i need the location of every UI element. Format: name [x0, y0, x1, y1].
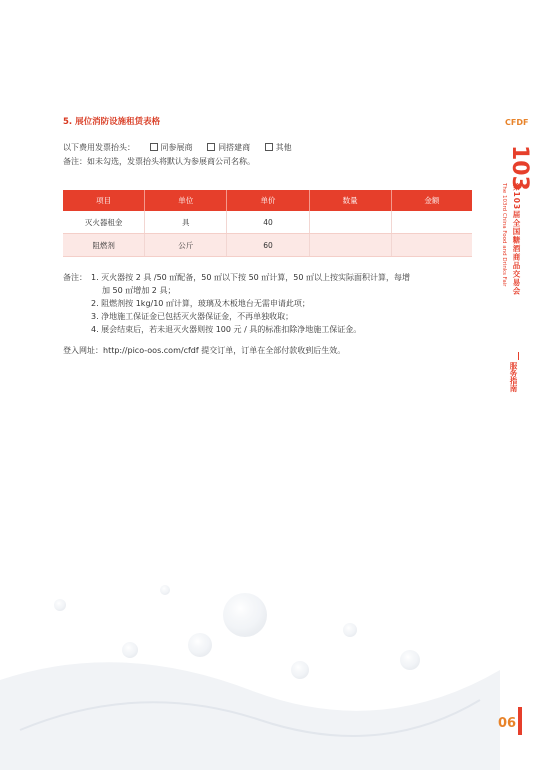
checkbox[interactable] [150, 143, 158, 151]
col-qty: 数量 [309, 190, 391, 211]
fair-title-en: The 103rd China Food and Drinks Fair [501, 183, 507, 287]
decorative-bubbles [0, 530, 500, 770]
cell-item: 灭火器租金 [63, 211, 145, 234]
cell-qty[interactable] [309, 234, 391, 257]
page-number: 06 [498, 716, 517, 731]
invoice-prompt: 以下费用发票抬头： [63, 143, 135, 152]
page-accent-bar [518, 707, 522, 735]
cell-price: 40 [227, 211, 309, 234]
login-instructions: 登入网址：http://pico-oos.com/cfdf 提交订单，订单在全部付款收到后生效。 [63, 346, 346, 355]
col-price: 单价 [227, 190, 309, 211]
option-other[interactable]: 其他 [265, 143, 292, 152]
cell-price: 60 [227, 234, 309, 257]
remark-item: 4. 展会结束后，若未退灭火器则按 100 元 / 具的标准扣除净地施工保证金。 [91, 325, 362, 334]
remark-item: 2. 阻燃剂按 1kg/10 ㎡计算，玻璃及木板地台无需申请此项； [91, 299, 310, 308]
checkbox[interactable] [265, 143, 273, 151]
fees-table [63, 190, 472, 257]
cell-unit: 公斤 [145, 234, 227, 257]
invoice-note: 备注：如未勾选，发票抬头将默认为参展商公司名称。 [63, 157, 255, 166]
remark-item: 1. 灭火器按 2 具 /50 ㎡配备，50 ㎡以下按 50 ㎡计算，50 ㎡以上按实际面积计算，每增 [91, 273, 411, 282]
section-title: 5. 展位消防设施租赁表格 [63, 117, 161, 127]
cell-item: 阻燃剂 [63, 234, 145, 257]
col-item: 项目 [63, 190, 145, 211]
cell-amount[interactable] [391, 234, 472, 257]
remark-item-continued: 加 50 ㎡增加 2 具； [102, 286, 176, 295]
remarks-list [91, 271, 473, 336]
service-guide-label: 服务指南 [509, 362, 518, 392]
cell-amount[interactable] [391, 211, 472, 234]
remark-item: 3. 净地施工保证金已包括灭火器保证金，不再单独收取； [91, 312, 294, 321]
checkbox[interactable] [207, 143, 215, 151]
table-row [63, 234, 472, 257]
col-unit: 单位 [145, 190, 227, 211]
table-header-row [63, 190, 472, 211]
table-row [63, 211, 472, 234]
cell-unit: 具 [145, 211, 227, 234]
divider [518, 352, 519, 360]
cfdf-logo: CFDF [505, 118, 529, 127]
cell-qty[interactable] [309, 211, 391, 234]
option-same-as-exhibitor[interactable]: 同参展商 [150, 143, 193, 152]
fair-title-cn: 第103届全国糖酒商品交易会 [512, 183, 521, 296]
edition-number: 103 [507, 145, 532, 191]
option-same-as-builder[interactable]: 同搭建商 [207, 143, 250, 152]
col-amount: 金额 [391, 190, 472, 211]
remarks-label: 备注： [63, 273, 87, 282]
invoice-title-selector [63, 142, 292, 153]
